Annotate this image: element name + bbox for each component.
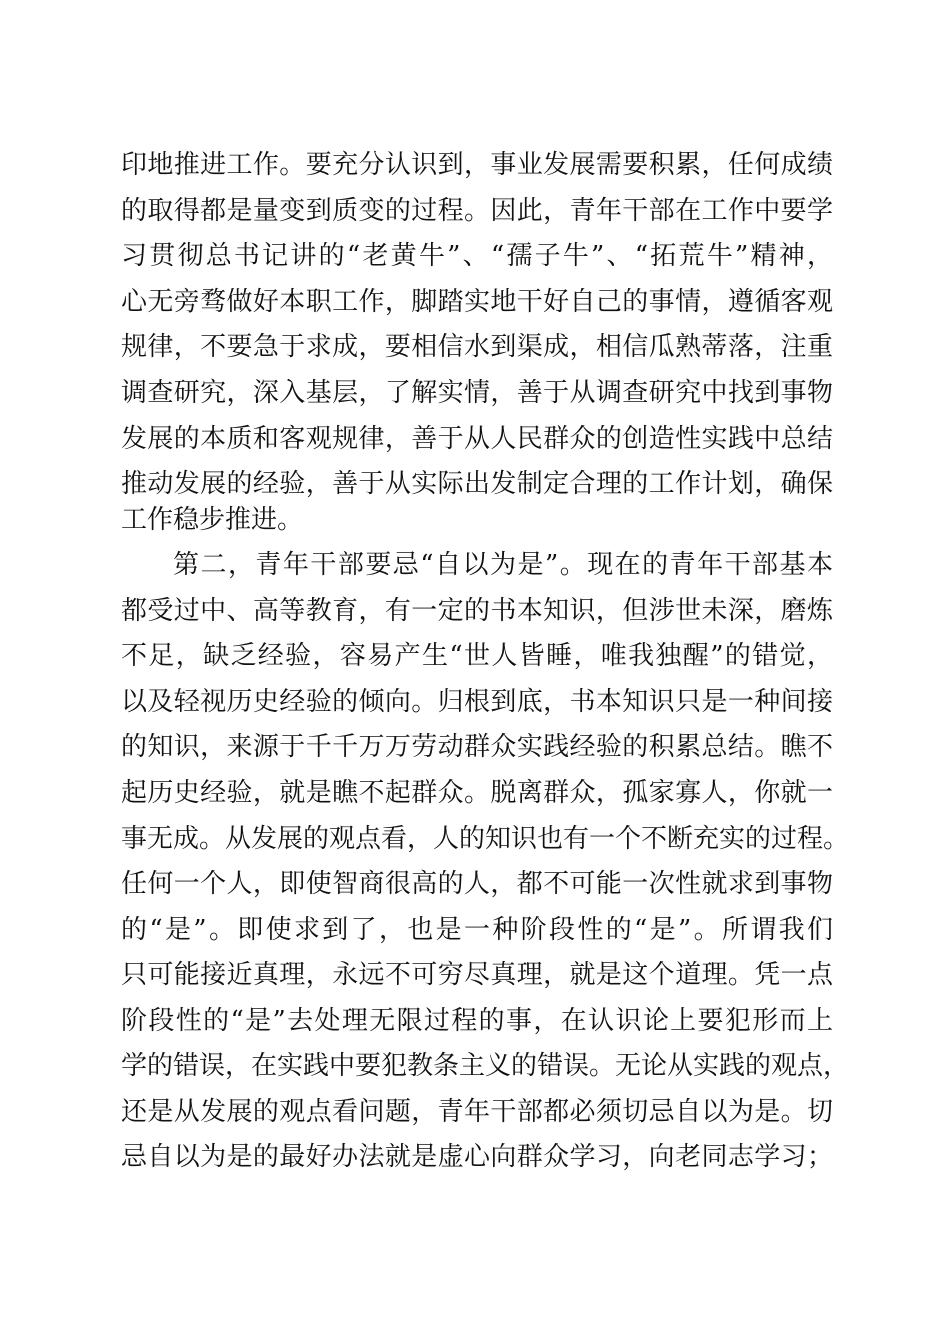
- text-line: 调查研究，深入基层，了解实情，善于从调查研究中找到事物: [121, 378, 833, 408]
- text-line: 的“是”。即使求到了，也是一种阶段性的“是”。所谓我们: [121, 915, 833, 945]
- text-line: 起历史经验，就是瞧不起群众。脱离群众，孤家寡人，你就一: [121, 778, 833, 808]
- text-line: 推动发展的经验，善于从实际出发制定合理的工作计划，确保: [121, 469, 833, 499]
- text-line: 都受过中、高等教育，有一定的书本知识，但涉世未深，磨炼: [121, 596, 833, 626]
- paragraph-2-first-line: 第二，青年干部要忌“自以为是”。现在的青年干部基本: [173, 550, 833, 580]
- text-line: 事无成。从发展的观点看，人的知识也有一个不断充实的过程。: [121, 824, 850, 854]
- text-line: 只可能接近真理，永远不可穷尽真理，就是这个道理。凭一点: [121, 960, 833, 990]
- text-line: 学的错误，在实践中要犯教条主义的错误。无论从实践的观点，: [121, 1051, 850, 1081]
- text-line: 心无旁骛做好本职工作，脚踏实地干好自己的事情，遵循客观: [121, 287, 833, 317]
- text-line: 不足，缺乏经验，容易产生“世人皆睡，唯我独醒”的错觉，: [121, 641, 833, 671]
- text-line: 阶段性的“是”去处理无限过程的事，在认识论上要犯形而上: [121, 1006, 833, 1036]
- text-line: 的知识，来源于千千万万劳动群众实践经验的积累总结。瞧不: [121, 732, 833, 762]
- text-line: 发展的本质和客观规律，善于从人民群众的创造性实践中总结: [121, 424, 833, 454]
- text-line: 规律，不要急于求成，要相信水到渠成，相信瓜熟蒂落，注重: [121, 332, 833, 362]
- text-line: 忌自以为是的最好办法就是虚心向群众学习，向老同志学习；: [121, 1142, 833, 1172]
- text-line-last: 工作稳步推进。: [121, 505, 304, 535]
- text-line: 还是从发展的观点看问题，青年干部都必须切忌自以为是。切: [121, 1097, 833, 1127]
- text-line: 任何一个人，即使智商很高的人，都不可能一次性就求到事物: [121, 869, 833, 899]
- text-line: 印地推进工作。要充分认识到，事业发展需要积累，任何成绩: [121, 150, 833, 180]
- text-line: 的取得都是量变到质变的过程。因此，青年干部在工作中要学: [121, 196, 833, 226]
- text-line: 以及轻视历史经验的倾向。归根到底，书本知识只是一种间接: [121, 687, 833, 717]
- text-line: 习贯彻总书记讲的“老黄牛”、“孺子牛”、“拓荒牛”精神，: [121, 241, 833, 271]
